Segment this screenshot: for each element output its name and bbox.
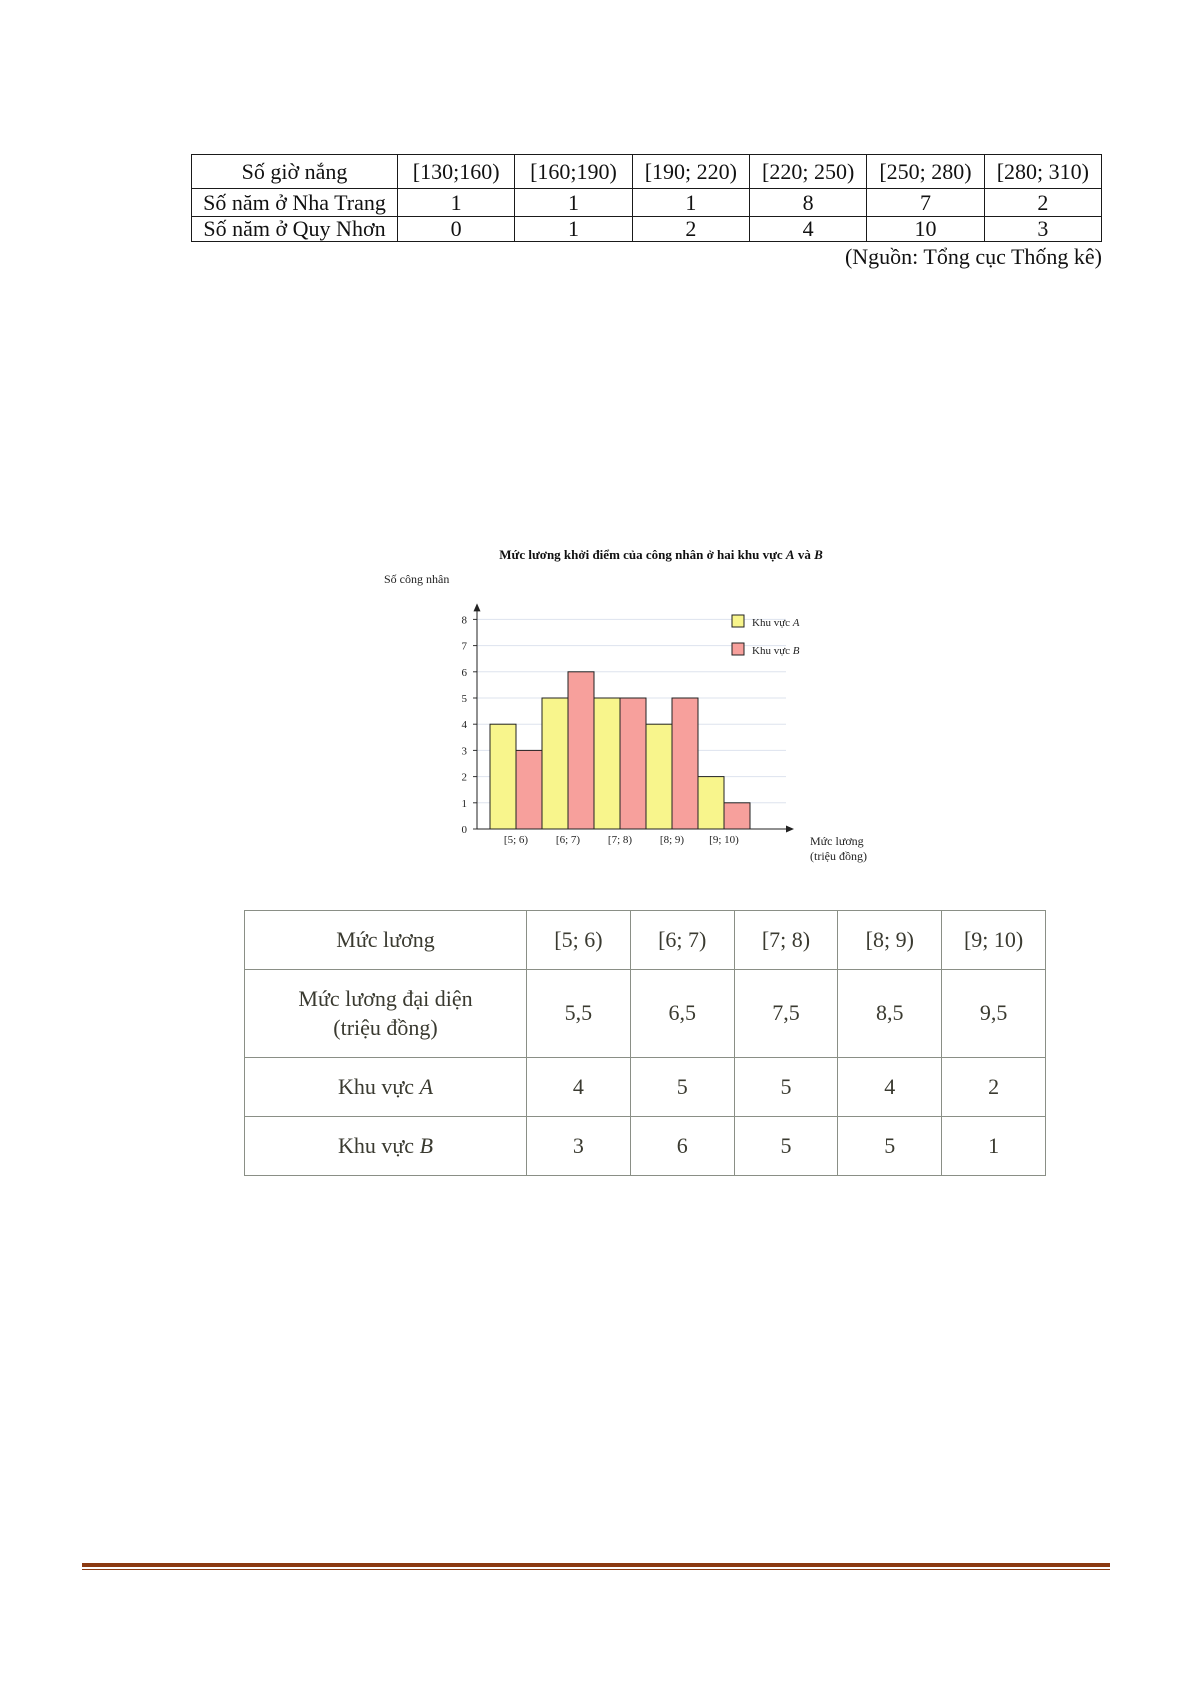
x-axis-label-unit: (triệu đồng) xyxy=(810,849,867,863)
bar-b xyxy=(516,750,542,829)
x-tick-label: [8; 9) xyxy=(659,834,685,846)
legend-swatch-b xyxy=(732,643,744,655)
sunshine-cell: 1 xyxy=(515,189,632,217)
area-a-label-prefix: Khu vực xyxy=(337,1073,420,1099)
sunshine-row-label: Số năm ở Quy Nhơn xyxy=(192,217,398,242)
area-b-label-prefix: Khu vực xyxy=(337,1132,420,1158)
salary-cell: [5; 6) xyxy=(527,911,631,970)
area-a-cell: 2 xyxy=(942,1058,1046,1117)
representative-label-line2: (triệu đồng) xyxy=(333,1014,438,1040)
chart-plot-area xyxy=(462,603,800,846)
y-tick-label: 6 xyxy=(461,666,467,679)
area-b-row-label xyxy=(245,1117,527,1176)
bar-b xyxy=(724,803,750,829)
sunshine-cell: 2 xyxy=(632,217,749,242)
x-tick-label: [9; 10) xyxy=(709,834,739,846)
sunshine-header-cell: [160;190) xyxy=(515,155,632,189)
legend-swatch-a xyxy=(732,615,744,627)
bar-a xyxy=(698,777,724,829)
representative-cell: 6,5 xyxy=(630,970,734,1058)
sunshine-header-cell: [220; 250) xyxy=(749,155,866,189)
representative-cell: 7,5 xyxy=(734,970,838,1058)
sunshine-hours-table xyxy=(191,154,1102,242)
legend-label-b: Khu vực B xyxy=(752,645,800,657)
salary-cell: [6; 7) xyxy=(630,911,734,970)
representative-label-line1: Mức lương đại diện xyxy=(298,985,473,1011)
x-tick-label: [7; 8) xyxy=(607,834,633,846)
sunshine-cell: 1 xyxy=(515,217,632,242)
sunshine-table-row-quy-nhon xyxy=(192,217,1102,242)
sunshine-table-row-nha-trang xyxy=(192,189,1102,217)
sunshine-cell: 1 xyxy=(632,189,749,217)
y-tick-label: 7 xyxy=(461,640,467,653)
y-axis-arrow xyxy=(474,603,481,611)
area-a-row-label xyxy=(245,1058,527,1117)
area-a-cell: 5 xyxy=(734,1058,838,1117)
sunshine-row-label: Số năm ở Nha Trang xyxy=(192,189,398,217)
salary-cell: [7; 8) xyxy=(734,911,838,970)
bar-a xyxy=(594,698,620,829)
y-tick-label: 5 xyxy=(461,693,467,705)
sunshine-header-cell: Số giờ nắng xyxy=(192,155,398,189)
y-tick-label: 4 xyxy=(461,719,467,732)
bar-b xyxy=(568,672,594,829)
y-tick-label: 2 xyxy=(461,771,467,784)
y-tick-label: 3 xyxy=(461,745,467,758)
area-b-cell: 1 xyxy=(942,1117,1046,1176)
sunshine-header-cell: [130;160) xyxy=(398,155,515,189)
y-axis-label: Số công nhân xyxy=(384,572,450,586)
sunshine-cell: 1 xyxy=(398,189,515,217)
sunshine-header-cell: [190; 220) xyxy=(632,155,749,189)
sunshine-table-source: (Nguồn: Tổng cục Thống kê) xyxy=(844,244,1102,269)
y-tick-label: 0 xyxy=(461,824,467,836)
area-b-cell: 5 xyxy=(838,1117,942,1176)
area-b-cell: 5 xyxy=(734,1117,838,1176)
area-a-cell: 4 xyxy=(527,1058,631,1117)
salary-histogram xyxy=(384,540,910,870)
salary-table-row-salary xyxy=(245,911,1046,970)
bar-b xyxy=(672,698,698,829)
sunshine-cell: 7 xyxy=(867,189,984,217)
representative-row-label xyxy=(245,970,527,1058)
representative-cell: 9,5 xyxy=(942,970,1046,1058)
representative-cell: 5,5 xyxy=(527,970,631,1058)
bar-a xyxy=(542,698,568,829)
x-axis-label: Mức lương xyxy=(810,834,864,848)
chart-title: Mức lương khởi điểm của công nhân ở hai khu vực A và B xyxy=(499,547,823,562)
sunshine-cell: 4 xyxy=(749,217,866,242)
salary-cell: [9; 10) xyxy=(942,911,1046,970)
sunshine-header-cell: [280; 310) xyxy=(984,155,1101,189)
sunshine-cell: 8 xyxy=(749,189,866,217)
sunshine-cell: 2 xyxy=(984,189,1101,217)
sunshine-header-cell: [250; 280) xyxy=(867,155,984,189)
salary-row-label: Mức lương xyxy=(245,911,527,970)
legend-label-a: Khu vực A xyxy=(752,617,800,629)
x-axis-arrow xyxy=(786,826,794,833)
sunshine-cell: 0 xyxy=(398,217,515,242)
area-a-label-var: A xyxy=(419,1073,434,1099)
y-tick-label: 8 xyxy=(461,614,467,627)
bar-b xyxy=(620,698,646,829)
area-b-cell: 6 xyxy=(630,1117,734,1176)
sunshine-table-header-row xyxy=(192,155,1102,189)
area-b-cell: 3 xyxy=(527,1117,631,1176)
representative-cell: 8,5 xyxy=(838,970,942,1058)
salary-histogram-svg xyxy=(384,540,910,870)
area-b-label-var: B xyxy=(419,1132,434,1158)
salary-table xyxy=(244,910,1046,1176)
x-tick-label: [6; 7) xyxy=(555,834,581,846)
area-a-cell: 5 xyxy=(630,1058,734,1117)
x-tick-label: [5; 6) xyxy=(503,834,529,846)
sunshine-cell: 10 xyxy=(867,217,984,242)
y-tick-label: 1 xyxy=(461,797,467,810)
bar-a xyxy=(646,724,672,829)
salary-table-row-area-b xyxy=(245,1117,1046,1176)
bar-a xyxy=(490,724,516,829)
area-a-cell: 4 xyxy=(838,1058,942,1117)
salary-table-row-representative xyxy=(245,970,1046,1058)
salary-table-row-area-a xyxy=(245,1058,1046,1117)
footer-rule-thin xyxy=(82,1569,1110,1570)
footer-rule xyxy=(82,1563,1110,1567)
salary-cell: [8; 9) xyxy=(838,911,942,970)
sunshine-cell: 3 xyxy=(984,217,1101,242)
